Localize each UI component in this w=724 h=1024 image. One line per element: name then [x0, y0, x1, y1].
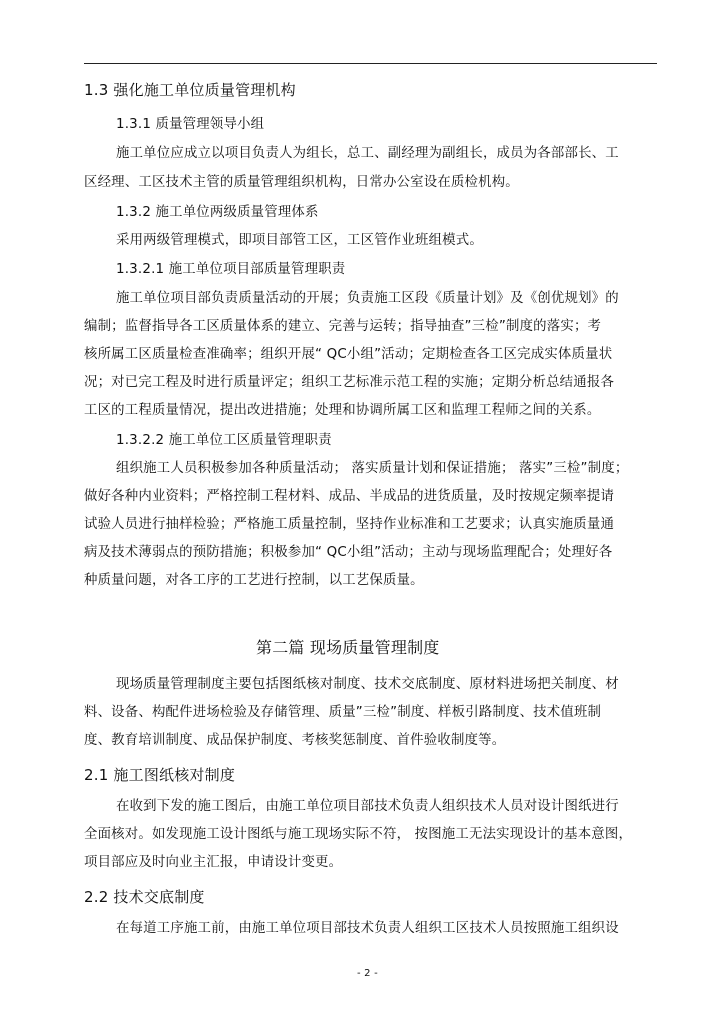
paragraph-line: 采用两级管理模式，即项目部管工区，工区管作业班组模式。 — [116, 233, 483, 248]
paragraph-line: 施工单位应成立以项目负责人为组长，总工、副经理为副组长，成员为各部部长、工 — [116, 146, 619, 161]
paragraph-line: 组织施工人员积极参加各种质量活动； 落实质量计划和保证措施； 落实”三检”制度； — [116, 461, 629, 476]
page-number: - 2 - — [357, 968, 378, 979]
paragraph-line: 编制；监督指导各工区质量体系的建立、完善与运转；指导抽查”三检”制度的落实；考 — [84, 319, 602, 334]
paragraph-line: 现场质量管理制度主要包括图纸核对制度、技术交底制度、原材料进场把关制度、材 — [116, 677, 619, 692]
paragraph-line: 料、设备、构配件进场检验及存储管理、质量”三检”制度、样板引路制度、技术值班制 — [84, 705, 602, 720]
header-rule — [84, 63, 657, 64]
paragraph-line: 施工单位项目部负责质量活动的开展；负责施工区段《质量计划》及《创优规划》的 — [116, 291, 619, 306]
subsection-heading-1-3-2-1: 1.3.2.1 施工单位项目部质量管理职责 — [116, 262, 346, 277]
paragraph-line: 全面核对。如发现施工设计图纸与施工现场实际不符， 按图施工无法实现设计的基本意图， — [84, 827, 633, 842]
paragraph-line: 度、教育培训制度、成品保护制度、考核奖惩制度、首件验收制度等。 — [84, 733, 506, 748]
section-heading-1-3: 1.3 强化施工单位质量管理机构 — [84, 81, 296, 99]
paragraph-line: 在收到下发的施工图后，由施工单位项目部技术负责人组织技术人员对设计图纸进行 — [116, 799, 619, 814]
paragraph-line: 试验人员进行抽样检验；严格施工质量控制，坚持作业标准和工艺要求；认真实施质量通 — [84, 517, 615, 532]
paragraph-line: 病及技术薄弱点的预防措施；积极参加“ QC小组”活动；主动与现场监理配合；处理好各 — [84, 545, 613, 560]
subsection-heading-1-3-1: 1.3.1 质量管理领导小组 — [116, 117, 265, 132]
paragraph-line: 核所属工区质量检查准确率；组织开展“ QC小组”活动；定期检查各工区完成实体质量状 — [84, 347, 613, 362]
section-heading-2-2: 2.2 技术交底制度 — [84, 888, 205, 906]
paragraph-line: 况；对已完工程及时进行质量评定；组织工艺标准示范工程的实施；定期分析总结通报各 — [84, 375, 615, 390]
subsection-heading-1-3-2-2: 1.3.2.2 施工单位工区质量管理职责 — [116, 433, 332, 448]
paragraph-line: 做好各种内业资料；严格控制工程材料、成品、半成品的进货质量，及时按规定频率提请 — [84, 489, 615, 504]
paragraph-line: 在每道工序施工前，由施工单位项目部技术负责人组织工区技术人员按照施工组织设 — [116, 921, 619, 936]
paragraph-line: 区经理、工区技术主管的质量管理组织机构，日常办公室设在质检机构。 — [84, 175, 519, 190]
subsection-heading-1-3-2: 1.3.2 施工单位两级质量管理体系 — [116, 205, 319, 220]
section-heading-2-1: 2.1 施工图纸核对制度 — [84, 766, 236, 784]
paragraph-line: 工区的工程质量情况，提出改进措施；处理和协调所属工区和监理工程师之间的关系。 — [84, 403, 601, 418]
part-title: 第二篇 现场质量管理制度 — [256, 638, 440, 657]
paragraph-line: 种质量问题，对各工序的工艺进行控制，以工艺保质量。 — [84, 573, 424, 588]
paragraph-line: 项目部应及时向业主汇报，申请设计变更。 — [84, 855, 343, 870]
